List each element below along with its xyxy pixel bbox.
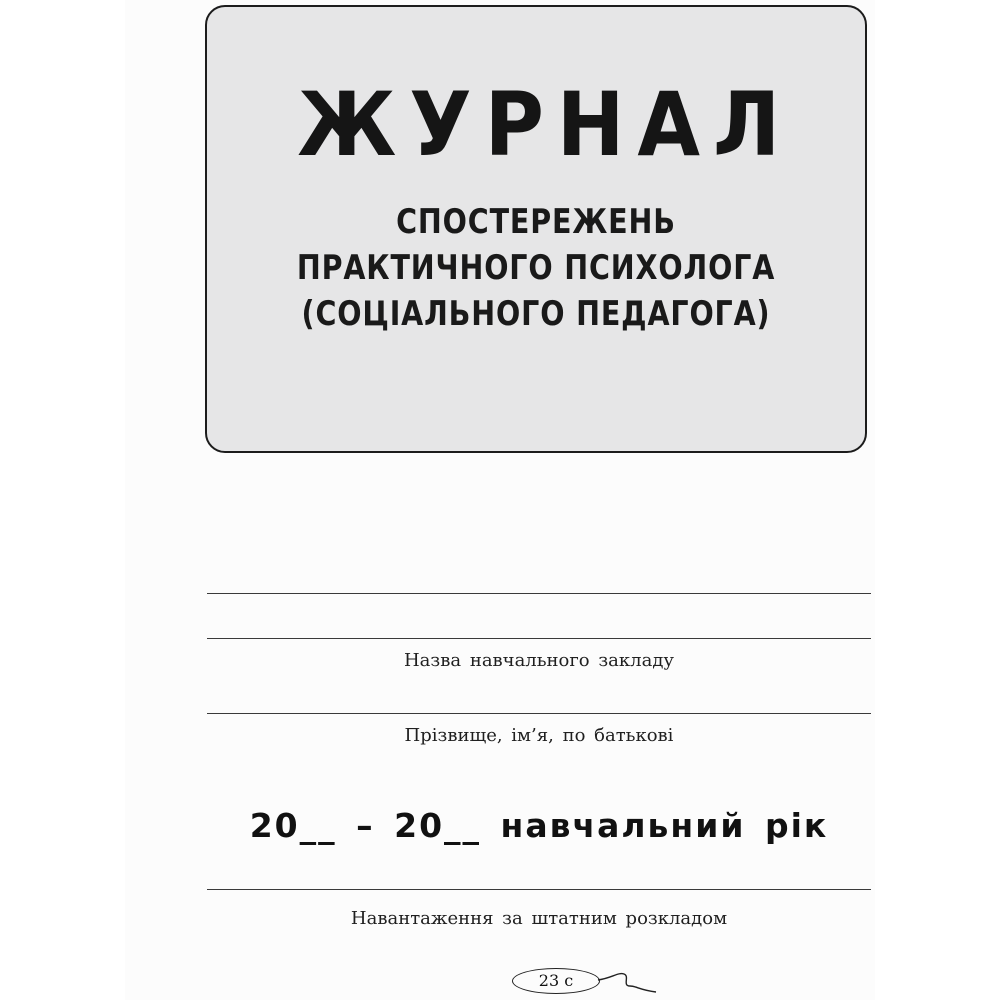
subtitle-line-1: СПОСТЕРЕЖЕНЬ [396,202,676,242]
institution-line-1 [207,593,871,594]
journal-subtitle [260,199,813,337]
name-line [207,713,871,714]
price-label: 23 с [512,968,600,994]
institution-caption: Назва навчального закладу [403,650,675,671]
workload-caption: Навантаження за штатним розкладом [350,908,728,929]
subtitle-line-2: ПРАКТИЧНОГО ПСИХОЛОГА [296,248,776,288]
academic-year: 20__ – 20__ навчальний рік [249,806,829,845]
workload-line [207,889,871,890]
title-box [205,5,867,453]
journal-title: ЖУРНАЛ [297,73,794,176]
name-caption: Прізвище, ім’я, по батькові [404,725,674,746]
price-tag [512,966,662,998]
subtitle-line-3: (СОЦІАЛЬНОГО ПЕДАГОГА) [301,294,771,334]
institution-line-2 [207,638,871,639]
price-tail-icon [592,966,662,998]
